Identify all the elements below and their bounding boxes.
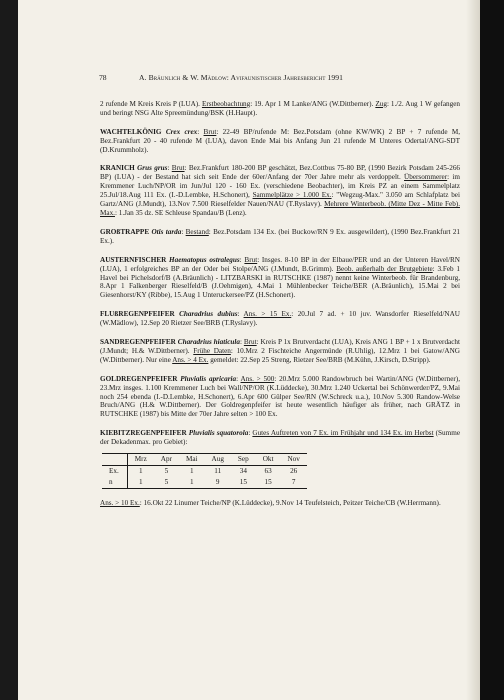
table-cell: n xyxy=(102,477,127,488)
table-row xyxy=(102,466,307,477)
running-title: A. Bräunlich & W. Mädlow: Avifaunistischer Jahresbericht 1991 xyxy=(139,73,344,82)
paragraph-kranich: KRANICH Grus grus: Brut: Bez.Frankfurt 180-200 BP geschätzt, Bez.Cottbus 75-80 BP, (1990 Bezirk Potsdam 245-266 BP) (LUA) - der Bestand hat sich seit Ende der 60er/Anfang der 70er Jahre mehr als verdoppelt. Übersommerer: im Kremmener Luch/NP/OR im Jun/Jul 120 - 160 Ex. (verschiedene Beobachter), im Kreis PZ an einem Sammelplatz 25.Jul/18.Aug 111 Ex. (I.-D.Lembke, H.Schonert), Sammelplätze > 1.000 Ex.: "Wegzug-Max." 3.050 am Schlafplatz bei Gartz/ANG (J.Mundt), 13.Nov 7.500 Rieselfelder Nauen/NAU (T.Ryslavy). Mehrere Winterbeob. (Mitte Dez - Mitte Feb). Max.: 1.Jan 35 dz. SE Schleuse Spandau/B (Lenz). xyxy=(100,164,461,217)
species-latin: Otis tarda xyxy=(151,227,182,236)
table-cell: 15 xyxy=(264,477,272,486)
table-header-cell: Apr xyxy=(160,455,172,464)
label-brut: Brut xyxy=(171,164,185,173)
text: : Bez.Potsdam 134 Ex. (bei Buckow/RN 9 Ex. ausgewildert), (1990 Bez.Frankfurt 21 Ex.). xyxy=(100,227,461,245)
label-brut: Brut xyxy=(243,338,257,347)
species-latin: Pluvialis squatorola xyxy=(188,429,249,438)
table-cell: 34 xyxy=(239,467,247,475)
label-uebersommerer: Übersommerer xyxy=(404,173,448,182)
text: : 16.Okt 22 Linumer Teiche/NP (K.Lüddecke), 9.Nov 14 Teufelsteich, Peitzer Teiche/CB (W.Herrmann). xyxy=(139,498,441,507)
table-cell: 11 xyxy=(214,467,222,475)
table-header-cell: Okt xyxy=(262,455,274,464)
label-ansammlung: Ans. > 500 xyxy=(240,374,275,383)
paragraph-kiebitz-tail xyxy=(100,499,460,508)
species-latin: Grus grus xyxy=(137,164,168,173)
table-row xyxy=(102,477,307,488)
label-zug: Zug xyxy=(375,99,387,108)
label-brut: Brut xyxy=(203,127,217,136)
page-number: 78 xyxy=(99,73,107,82)
text: 2 rufende M Kreis Kreis P (LUA). xyxy=(100,99,202,108)
table-cell: 5 xyxy=(164,467,169,475)
text: : 20.Mrz 5.000 Randowbruch bei Wartin/ANG (W.Dittberner), 23.Mrz insges. 1.100 Kremmener Luch bei Wall/NP/OR (K.Lüddecke), 30.Mrz 1.240 Uckertal bei Schönwerder/PZ, 9.Mai noch 254 ebenda (I.-D.Lembke, H.Schonert), 6.Apr 600 Gülper See/RN (W.Schreck u.a.), 10.Nov 5.300 Randow-Welse Bruch/ANG (H.& W.Dittberner). Der Goldregenpfeifer ist heute wesentlich häufiger als früher, nach GRÄTZ in RUTSCHKE (1987) bis Mitte der 70er Jahre selten > 100 Ex. xyxy=(100,374,461,419)
species-name: KIEBITZREGENPFEIFER xyxy=(100,429,187,438)
table-header-cell: Mai xyxy=(185,455,198,464)
table-cell: 15 xyxy=(239,477,247,486)
species-name: AUSTERNFISCHER xyxy=(100,255,167,264)
text: gemeldet: 22.Sep 25 Streng, Rietzer See/BRB (M.Kühn, J.Kirsch, D.Stripp). xyxy=(208,355,431,364)
text: : Insges. 8-10 BP in der Elbaue/PER und an der Unteren Havel/RN (LUA), 1 erfolgreiches BP an der Oder bei Stolpe/ANG (J.Mundt, B.Grimm). xyxy=(100,255,460,273)
table-cell: 1 xyxy=(189,477,194,486)
species-latin: Pluvialis apricaria xyxy=(180,374,237,383)
paragraph-intro xyxy=(100,100,460,118)
species-latin: Haematopus ostralegus xyxy=(169,255,240,264)
text: : 10.Mrz 2 Fischteiche Angermünde (R.Uhlig), 12.Mrz 1 bei Gatow/ANG (W.Dittberner). Nur eine xyxy=(100,346,460,364)
page-header xyxy=(100,74,460,83)
species-name: GROßTRAPPE xyxy=(100,227,150,236)
text: : Bez.Frankfurt 180-200 BP geschätzt, Bez.Cottbus 75-80 BP, (1990 Bezirk Potsdam 245-266 BP) (LUA) - der Bestand hat sich seit Ende der 60er/Anfang der 70er Jahre mehr als verdoppelt. xyxy=(100,164,461,182)
species-name: GOLDREGENPFEIFER xyxy=(100,374,178,383)
text: : 1.Jan 35 dz. SE Schleuse Spandau/B (Lenz). xyxy=(114,208,247,217)
label-brut: Brut xyxy=(244,255,258,264)
paragraph-kiebitzregenpfeifer: KIEBITZREGENPFEIFER Pluvialis squatorola: Gutes Auftreten von 7 Ex. im Frühjahr und 134 Ex. im Herbst (Summe der Dekadenmax. pro Gebiet): xyxy=(100,429,461,447)
label-winterbeob: Mehrere Winterbeob. (Mitte Dez - Mitte Feb). Max. xyxy=(100,200,460,217)
paragraph-grosstrappe: GROßTRAPPE Otis tarda: Bestand: Bez.Potsdam 134 Ex. (bei Buckow/RN 9 Ex. ausgewildert), (1990 Bez.Frankfurt 21 Ex.). xyxy=(100,227,461,245)
table-cell: 63 xyxy=(264,467,272,475)
label-fruehe-daten: Frühe Daten xyxy=(193,346,231,355)
label-ansammlung: Ans. > 15 Ex. xyxy=(243,310,292,319)
decade-max-table xyxy=(102,453,307,489)
paragraph-flussregenpfeifer: FLUßREGENPFEIFER Charadrius dubius: Ans. > 15 Ex.: 20.Jul 7 ad. + 10 juv. Wansdorfer Rieselfeld/NAU (W.Mädlow), 12.Sep 20 Rietzer See/BRB (T.Ryslavy). xyxy=(100,310,460,328)
text: : im Kremmener Luch/NP/OR im Jun/Jul 120 - 160 Ex. (verschiedene Beobachter), im Kreis PZ an einem Sammelplatz 25.Jul/18.Aug 111 Ex. (I.-D.Lembke, H.Schonert), xyxy=(100,173,460,200)
species-name: KRANICH xyxy=(100,164,135,173)
table-header-cell: Mrz xyxy=(134,455,147,464)
scan-edge xyxy=(480,0,504,700)
paragraph-austernfischer: AUSTERNFISCHER Haematopus ostralegus: Brut: Insges. 8-10 BP in der Elbaue/PER und an der Unteren Havel/RN (LUA), 1 erfolgreiches BP an der Oder bei Stolpe/ANG (J.Mundt, B.Grimm). Beob. außerhalb der Brutgebiete: 3.Feb 1 Havel bei Pichelsdorf/B (A.Bräunlich) - LITZBARSKI in RUTSCHKE (1987) nennt keine Winterbeob. für Brandenburg, 8.Apr 1 Falkenberger Rieselfeld/B (J.Oehmigen), 4.Mai 1 Mühlenbecker Teiche/BER (A.Bräunlich), 15.Mai 2 bei Giesenhorst/KY (Ribbe), 15.Aug 1 Unteruckersee/PZ (H.Schonert). xyxy=(100,255,461,300)
table-header-cell: Aug xyxy=(211,455,224,464)
text: (Summe der Dekadenmax. pro Gebiet): xyxy=(100,429,461,447)
label-beob-ausserhalb: Beob. außerhalb der Brutgebiete xyxy=(336,264,433,273)
paragraph-goldregenpfeifer: GOLDREGENPFEIFER Pluvialis apricaria: Ans. > 500: 20.Mrz 5.000 Randowbruch bei Wartin/ANG (W.Dittberner), 23.Mrz insges. 1.100 Kremmener Luch bei Wall/NP/OR (K.Lüddecke), 30.Mrz 1.240 Uckertal bei Schönwerder/PZ, 9.Mai noch 254 ebenda (I.-D.Lembke, H.Schonert), 6.Apr 600 Gülper See/RN (W.Schreck u.a.), 10.Nov 5.300 Randow-Welse Bruch/ANG (H.& W.Dittberner). Der Goldregenpfeifer ist heute wesentlich häufiger als früher, nach GRÄTZ in RUTSCHKE (1987) bis Mitte der 70er Jahre selten > 100 Ex. xyxy=(100,374,461,419)
table-cell: 26 xyxy=(290,467,298,475)
table-cell: 1 xyxy=(138,467,143,475)
table-cell: 1 xyxy=(189,467,194,475)
table-cell: Ex. xyxy=(102,466,127,477)
species-name: FLUßREGENPFEIFER xyxy=(100,310,175,319)
text: : "Wegzug-Max." 3.050 am Schlafplatz bei Gartz/ANG (J.Mundt), 13.Nov 7.500 Rieselfelder Nauen/NAU (T.Ryslavy). xyxy=(100,191,460,209)
label-sammelplaetze: Sammelplätze > 1.000 Ex. xyxy=(252,191,332,200)
table-cell: 1 xyxy=(138,477,143,486)
text: : Kreis P 1x Brutverdacht (LUA), Kreis ANG 1 BP + 1 x Brutverdacht (J.Mundt; H.& W.Dittberner). xyxy=(100,338,461,355)
paragraph-wachtelkoenig: WACHTELKÖNIG Crex crex: Brut: 22-49 BP/rufende M: Bez.Potsdam (ohne KW/WK) 2 BP + 7 rufende M, Bez.Frankfurt 20 - 40 rufende M (LUA), davon Ende Mai bis Anfang Jun 21 rufende M Unteres Odertal/ANG-SDT (D.Krummholz). xyxy=(100,127,461,154)
text: : 19. Apr 1 M Lanke/ANG (W.Dittberner). xyxy=(250,99,376,108)
table-cell: 5 xyxy=(164,477,169,486)
label-ansammlung: Ans. > 10 Ex. xyxy=(100,498,140,507)
species-name: WACHTELKÖNIG xyxy=(100,127,162,136)
table-header-cell: Nov xyxy=(287,455,300,464)
table-header-cell xyxy=(102,454,127,466)
text: : 3.Feb 1 Havel bei Pichelsdorf/B (A.Bräunlich) - LITZBARSKI in RUTSCHKE (1987) nennt keine Winterbeob. für Brandenburg, 8.Apr 1 Falkenberger Rieselfeld/B (J.Oehmigen), 4.Mai 1 Mühlenbecker Teiche/BER (A.Bräunlich), 15.Mai 2 bei Giesenhorst/KY (Ribbe), 15.Aug 1 Unteruckersee/PZ (H.Schonert). xyxy=(100,264,461,300)
table-header-row xyxy=(102,454,307,466)
species-latin: Crex crex xyxy=(165,127,198,136)
text: : 20.Jul 7 ad. + 10 juv. Wansdorfer Rieselfeld/NAU (W.Mädlow), 12.Sep 20 Rietzer See/BRB (T.Ryslavy). xyxy=(100,310,460,328)
species-name: SANDREGENPFEIFER xyxy=(100,338,176,347)
label-bestand: Bestand xyxy=(185,227,209,236)
text: : 1./2. Aug 1 W gefangen und beringt NSG Alte Spreemündung/BSK (H.Haupt). xyxy=(100,99,460,117)
text: : 22-49 BP/rufende M: Bez.Potsdam (ohne KW/WK) 2 BP + 7 rufende M, Bez.Frankfurt 20 - 40 rufende M (LUA), davon Ende Mai bis Anfang Jun 21 rufende M Unteres Odertal/ANG-SDT (D.Krummholz). xyxy=(100,127,461,154)
species-latin: Charadrius hiaticula xyxy=(177,338,240,347)
page-content xyxy=(100,74,460,518)
table-header-cell: Sep xyxy=(237,455,249,464)
table-cell: 7 xyxy=(291,477,296,486)
table-cell: 9 xyxy=(215,477,220,486)
label-ansammlung: Ans. > 4 Ex. xyxy=(172,355,209,364)
paragraph-sandregenpfeifer: SANDREGENPFEIFER Charadrius hiaticula: Brut: Kreis P 1x Brutverdacht (LUA), Kreis ANG 1 BP + 1 x Brutverdacht (J.Mundt; H.& W.Dittberner). Frühe Daten: 10.Mrz 2 Fischteiche Angermünde (R.Uhlig), 12.Mrz 1 bei Gatow/ANG (W.Dittberner). Nur eine Ans. > 4 Ex. gemeldet: 22.Sep 25 Streng, Rietzer See/BRB (M.Kühn, J.Kirsch, D.Stripp). xyxy=(100,338,461,364)
label-erstbeobachtung: Erstbeobachtung xyxy=(201,99,251,108)
species-latin: Charadrius dubius xyxy=(179,310,238,319)
label-auftreten: Gutes Auftreten von 7 Ex. im Frühjahr und 134 Ex. im Herbst xyxy=(252,429,434,438)
